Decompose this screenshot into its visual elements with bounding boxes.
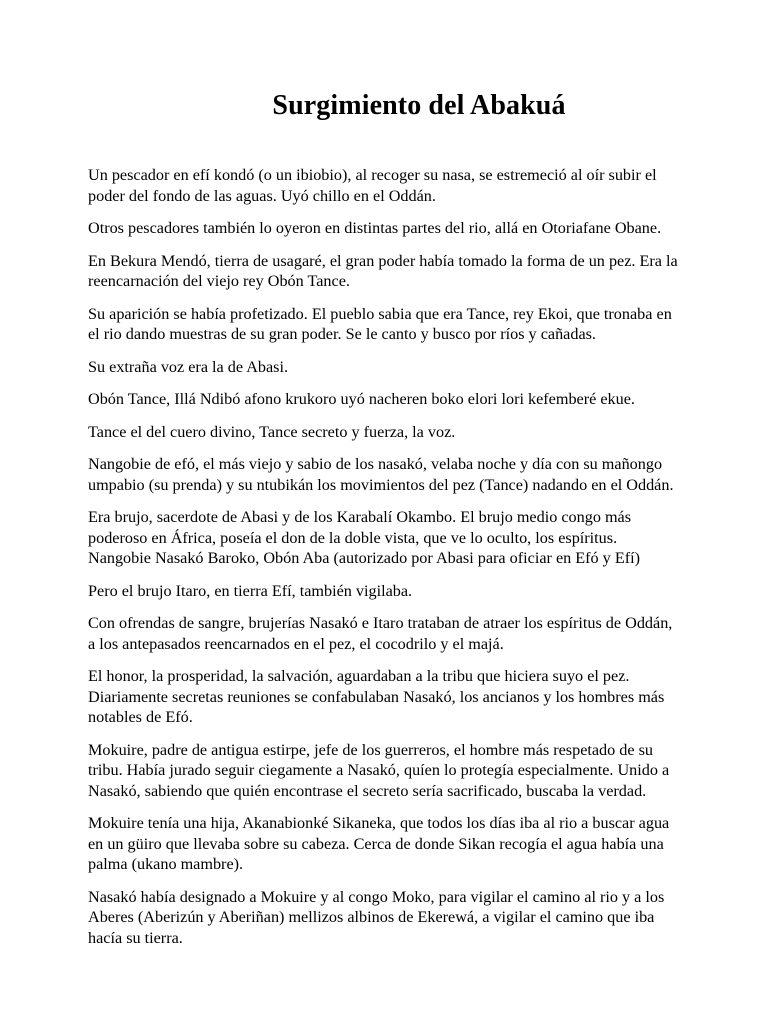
paragraph-line: Otros pescadores también lo oyeron en distintas partes del rio, allá en Otoriafane Obane. [88,219,662,237]
paragraph [88,740,760,802]
paragraph-line: En Bekura Mendó, tierra de usagaré, el gran poder había tomado la forma de un pez. Era la [88,251,678,270]
paragraph [88,887,760,949]
paragraph-line: Nangobie Nasakó Baroko, Obón Aba (autorizado por Abasi para oficiar en Efó y Efí) [88,549,640,567]
paragraph-line: hacía su tierra. [88,928,183,947]
paragraph [88,304,760,345]
paragraph [88,251,760,292]
paragraph-line: Su aparición se había profetizado. El pueblo sabia que era Tance, rey Ekoi, que tronaba en [88,304,672,323]
paragraph [88,813,760,875]
paragraph-line: tribu. Había jurado seguir ciegamente a Nasakó, quíen lo protegía especialmente. Unido a [88,761,670,779]
paragraph-line: reencarnación del viejo rey Obón Tance. [88,272,350,290]
paragraph-line: Nasakó había designado a Mokuire y al congo Moko, para vigilar el camino al rio y a los [88,887,665,906]
document-title: Surgimiento del Abakuá [272,90,566,121]
paragraph-line: poder del fondo de las aguas. Uyó chillo en el Oddán. [88,186,436,205]
paragraph-line: El honor, la prosperidad, la salvación, aguardaban a la tribu que hiciera suyo el pez. [88,667,630,685]
paragraph [88,357,760,378]
paragraph-line: Un pescador en efí kondó (o un ibiobio), al recoger su nasa, se estremeció al oír subir el [88,166,657,184]
document-body [88,165,760,960]
paragraph-line: Mokuire tenía una hija, Akanabionké Sikaneka, que todos los días iba al rio a buscar agua [88,814,670,832]
paragraph [88,422,760,443]
paragraph-line: a los antepasados reencarnados en el pez, el cocodrilo y el majá. [88,634,504,653]
paragraph-line: umpabio (su prenda) y su ntubikán los movimientos del pez (Tance) nadando en el Oddán. [88,475,674,494]
paragraph-line: el rio dando muestras de su gran poder. Se le canto y busco por ríos y cañadas. [88,325,596,343]
paragraph-line: Obón Tance, Illá Ndibó afono krukoro uyó nacheren boko elori lori kefemberé ekue. [88,390,635,408]
paragraph [88,507,760,569]
paragraph-line: Nasakó, sabiendo que quién encontrase el secreto sería sacrificado, buscaba la verdad. [88,781,647,800]
paragraph [88,218,760,239]
paragraph-line: Aberes (Aberizún y Aberiñan) mellizos albinos de Ekerewá, a vigilar el camino que iba [88,908,655,926]
paragraph [88,165,760,206]
paragraph [88,666,760,728]
paragraph-line: Pero el brujo Itaro, en tierra Efí, también vigilaba. [88,581,413,600]
paragraph-line: Mokuire, padre de antigua estirpe, jefe de los guerreros, el hombre más respetado de su [88,740,654,759]
paragraph [88,581,760,602]
paragraph-line: en un güiro que llevaba sobre su cabeza. Cerca de donde Sikan recogía el agua había una [88,834,664,853]
paragraph-line: notables de Efó. [88,708,193,726]
paragraph-line: palma (ukano mambre). [88,855,244,873]
paragraph-line: Era brujo, sacerdote de Abasi y de los Karabalí Okambo. El brujo medio congo más [88,508,632,526]
paragraph [88,454,760,495]
paragraph-line: Tance el del cuero divino, Tance secreto y fuerza, la voz. [88,422,456,441]
paragraph-line: Su extraña voz era la de Abasi. [88,357,289,376]
paragraph-line: poderoso en África, poseía el don de la doble vista, que ve lo oculto, los espíritus. [88,528,618,547]
paragraph-line: Diariamente secretas reuniones se confabulaban Nasakó, los ancianos y los hombres más [88,687,665,706]
paragraph-line: Con ofrendas de sangre, brujerías Nasakó e Itaro trataban de atraer los espíritus de Oddán, [88,614,673,632]
paragraph [88,613,760,654]
paragraph [88,389,760,410]
paragraph-line: Nangobie de efó, el más viejo y sabio de los nasakó, velaba noche y día con su mañongo [88,455,663,473]
